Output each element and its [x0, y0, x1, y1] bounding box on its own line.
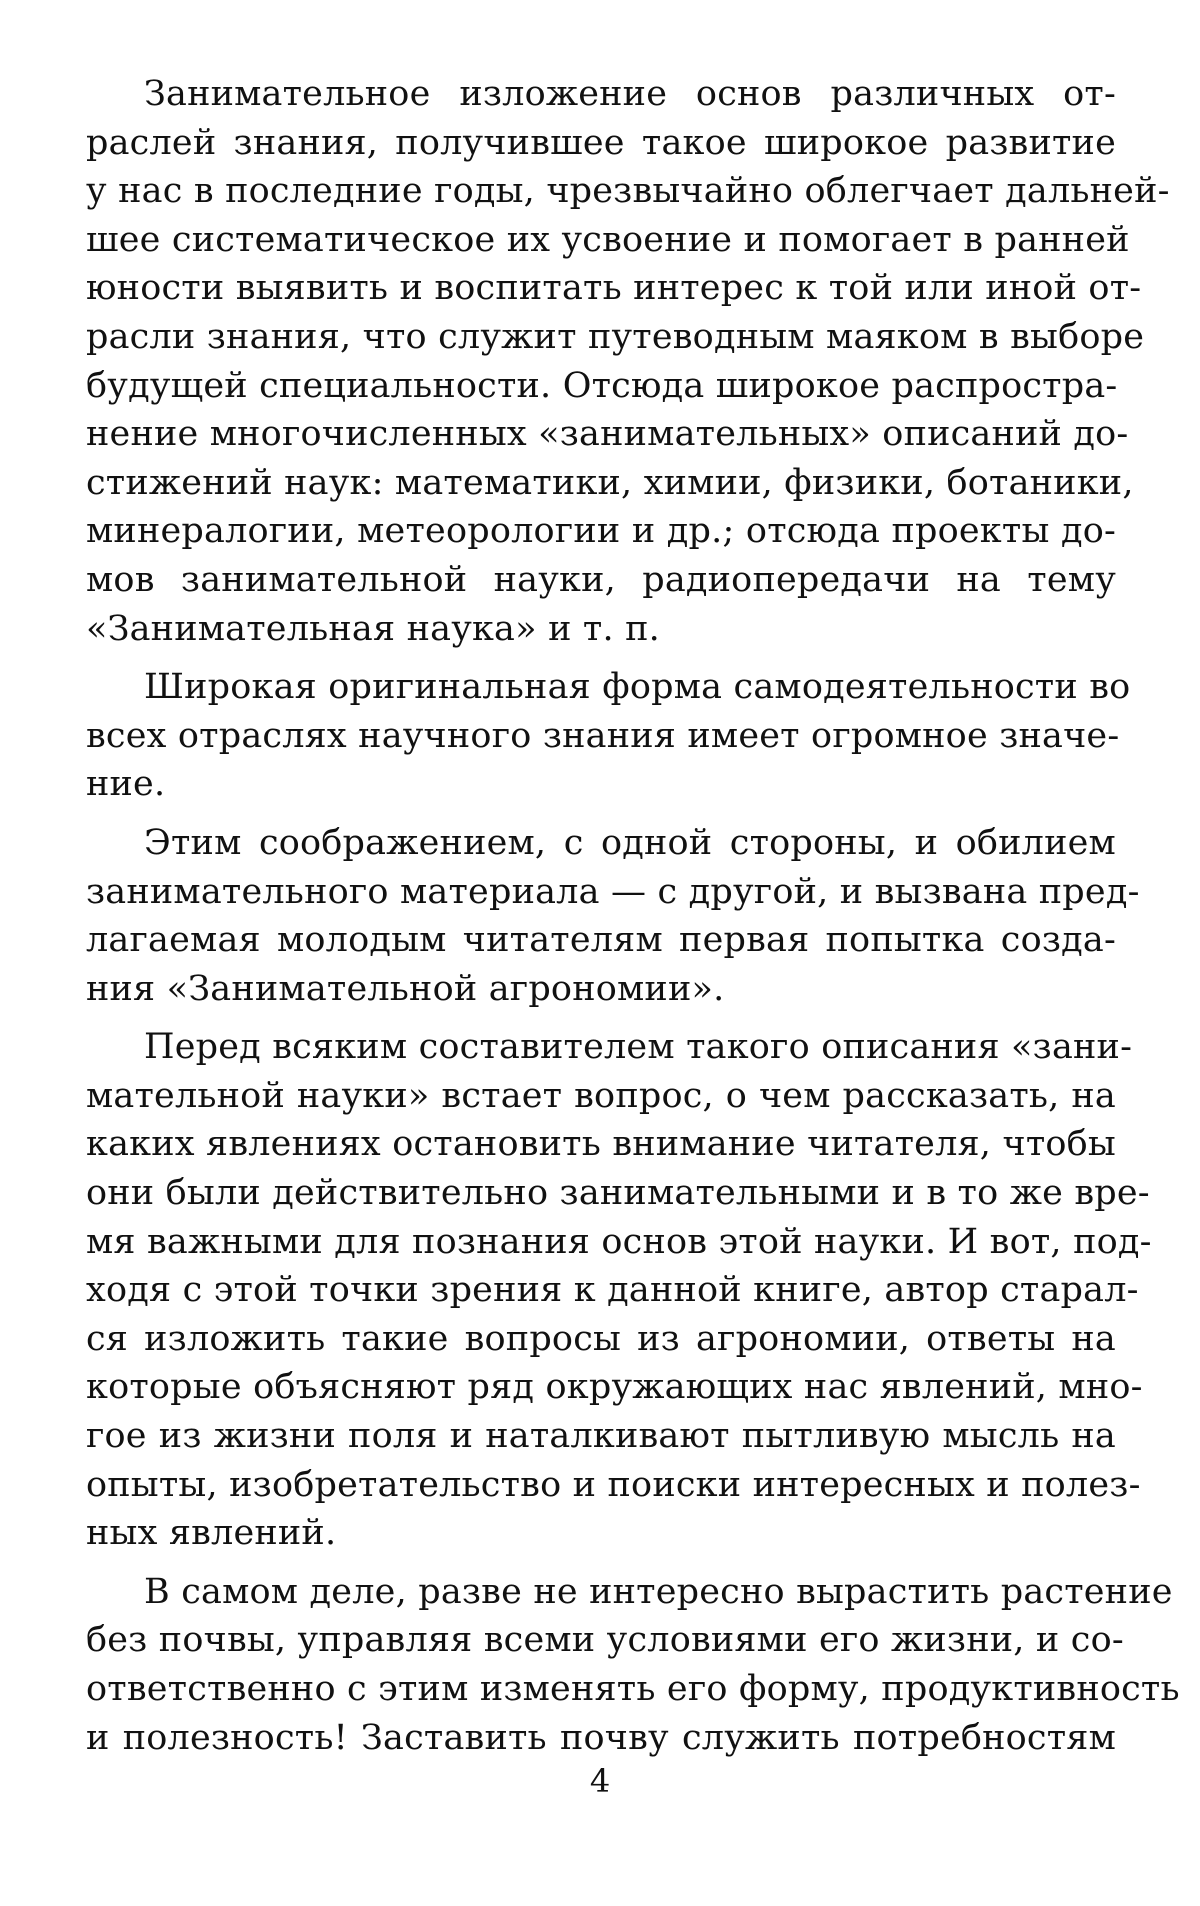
text-line: всех отраслях научного знания имеет огромное значе- — [86, 715, 1120, 756]
text-line: юности выявить и воспитать интерес к той или иной от- — [86, 268, 1142, 309]
text-line: ных явлений. — [86, 1513, 337, 1554]
text-line: ния «Занимательной агрономии». — [86, 968, 725, 1009]
text-line: мя важными для познания основ этой науки. И вот, под- — [86, 1221, 1152, 1262]
page-number: 4 — [589, 1762, 611, 1800]
paragraph-gap — [86, 809, 1116, 819]
paragraph — [86, 1023, 1152, 1558]
text-line: раслей знания, получившее такое широкое развитие — [86, 122, 1116, 163]
text-line: Этим соображением, с одной стороны, и обилием — [144, 822, 1116, 863]
text-line: В самом деле, разве не интересно вырастить растение — [144, 1571, 1173, 1612]
body-text — [86, 70, 1180, 1762]
text-line: стижений наук: математики, химии, физики, ботаники, — [86, 462, 1134, 503]
text-line: Широкая оригинальная форма самодеятельности во — [144, 667, 1131, 708]
text-line: будущей специальности. Отсюда широкое распростра- — [86, 365, 1118, 406]
text-line: гое из жизни поля и наталкивают пытливую мысль на — [86, 1416, 1116, 1457]
text-line: ся изложить такие вопросы из агрономии, ответы на — [86, 1318, 1116, 1359]
text-line: лагаемая молодым читателям первая попытка созда- — [86, 920, 1116, 961]
text-line: которые объясняют ряд окружающих нас явлений, мно- — [86, 1367, 1143, 1408]
text-line: нение многочисленных «занимательных» описаний до- — [86, 414, 1129, 455]
text-line: у нас в последние годы, чрезвычайно облегчает дальней- — [86, 171, 1170, 212]
text-line: каких явлениях остановить внимание читателя, чтобы — [86, 1124, 1116, 1165]
text-line: мательной науки» встает вопрос, о чем рассказать, на — [86, 1075, 1116, 1116]
text-line: и полезность! Заставить почву служить потребностям — [86, 1717, 1116, 1758]
text-line: ответственно с этим изменять его форму, продуктивность — [86, 1669, 1180, 1709]
text-line: шее систематическое их усвоение и помогает в ранней — [86, 219, 1130, 260]
text-line: Занимательное изложение основ различных от- — [144, 74, 1116, 114]
paragraph — [86, 70, 1170, 653]
text-line: ходя с этой точки зрения к данной книге, автор старал- — [86, 1270, 1139, 1311]
paragraph — [86, 663, 1131, 809]
text-line: расли знания, что служит путеводным маяком в выборе — [86, 316, 1145, 357]
text-line: занимательного материала — с другой, и вызвана пред- — [86, 871, 1140, 912]
paragraph-gap — [86, 1558, 1116, 1568]
text-line: опыты, изобретательство и поиски интересных и полез- — [86, 1464, 1141, 1505]
text-line: без почвы, управляя всеми условиями его жизни, и со- — [86, 1620, 1124, 1661]
text-line: «Занимательная наука» и т. п. — [86, 608, 660, 649]
text-line: ние. — [86, 764, 166, 805]
paragraph-gap — [86, 1013, 1116, 1023]
paragraph — [86, 1568, 1180, 1762]
text-line: мов занимательной науки, радиопередачи на тему — [86, 559, 1116, 600]
paragraph-gap — [86, 653, 1116, 663]
text-line: минералогии, метеорологии и др.; отсюда проекты до- — [86, 511, 1116, 552]
text-line: они были действительно занимательными и в то же вре- — [86, 1173, 1150, 1214]
paragraph — [86, 819, 1140, 1013]
text-line: Перед всяким составителем такого описания «зани- — [144, 1027, 1133, 1068]
